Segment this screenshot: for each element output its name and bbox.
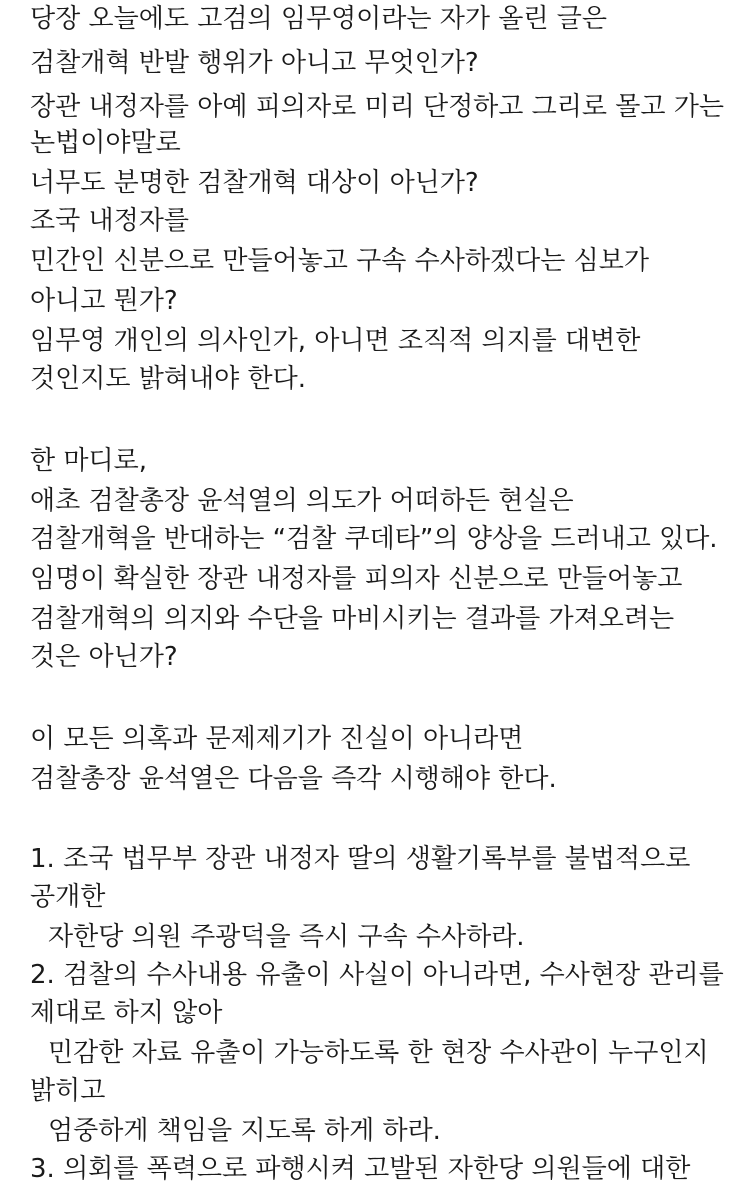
text-line: 한 마디로, xyxy=(30,446,147,476)
text-line: 공개한 xyxy=(30,882,106,912)
text-line: 민감한 자료 유출이 가능하도록 한 현장 수사관이 누구인지 xyxy=(48,1038,709,1068)
text-line: 너무도 분명한 검찰개혁 대상이 아닌가? xyxy=(30,168,479,198)
text-line: 자한당 의원 주광덕을 즉시 구속 수사하라. xyxy=(48,922,525,952)
text-line: 애초 검찰총장 윤석열의 의도가 어떠하든 현실은 xyxy=(30,486,574,516)
text-line: 당장 오늘에도 고검의 임무영이라는 자가 올린 글은 xyxy=(30,4,608,34)
text-line: 민간인 신분으로 만들어놓고 구속 수사하겠다는 심보가 xyxy=(30,246,649,276)
text-line: 1. 조국 법무부 장관 내정자 딸의 생활기록부를 불법적으로 xyxy=(30,844,691,874)
text-line: 것인지도 밝혀내야 한다. xyxy=(30,364,306,394)
text-line: 제대로 하지 않아 xyxy=(30,998,223,1028)
text-line: 3. 의회를 폭력으로 파행시켜 고발된 자한당 의원들에 대한 xyxy=(30,1154,691,1184)
text-line: 밝히고 xyxy=(30,1076,106,1106)
text-line: 논법이야말로 xyxy=(30,128,181,158)
text-line: 장관 내정자를 아예 피의자로 미리 단정하고 그리로 몰고 가는 xyxy=(30,92,725,122)
text-line: 임명이 확실한 장관 내정자를 피의자 신분으로 만들어놓고 xyxy=(30,564,683,594)
text-line: 엄중하게 책임을 지도록 하게 하라. xyxy=(48,1116,441,1146)
text-line: 검찰개혁의 의지와 수단을 마비시키는 결과를 가져오려는 xyxy=(30,604,675,634)
text-line: 이 모든 의혹과 문제제기가 진실이 아니라면 xyxy=(30,724,524,754)
text-line: 아니고 뭔가? xyxy=(30,286,178,316)
text-line: 검찰개혁 반발 행위가 아니고 무엇인가? xyxy=(30,48,479,78)
text-line: 검찰총장 윤석열은 다음을 즉각 시행해야 한다. xyxy=(30,764,557,794)
text-line: 검찰개혁을 반대하는 “검찰 쿠데타”의 양상을 드러내고 있다. xyxy=(30,524,718,554)
text-line: 2. 검찰의 수사내용 유출이 사실이 아니라면, 수사현장 관리를 xyxy=(30,960,724,990)
text-line: 임무영 개인의 의사인가, 아니면 조직적 의지를 대변한 xyxy=(30,326,641,356)
text-line: 조국 내정자를 xyxy=(30,206,189,236)
text-line: 것은 아닌가? xyxy=(30,642,178,672)
